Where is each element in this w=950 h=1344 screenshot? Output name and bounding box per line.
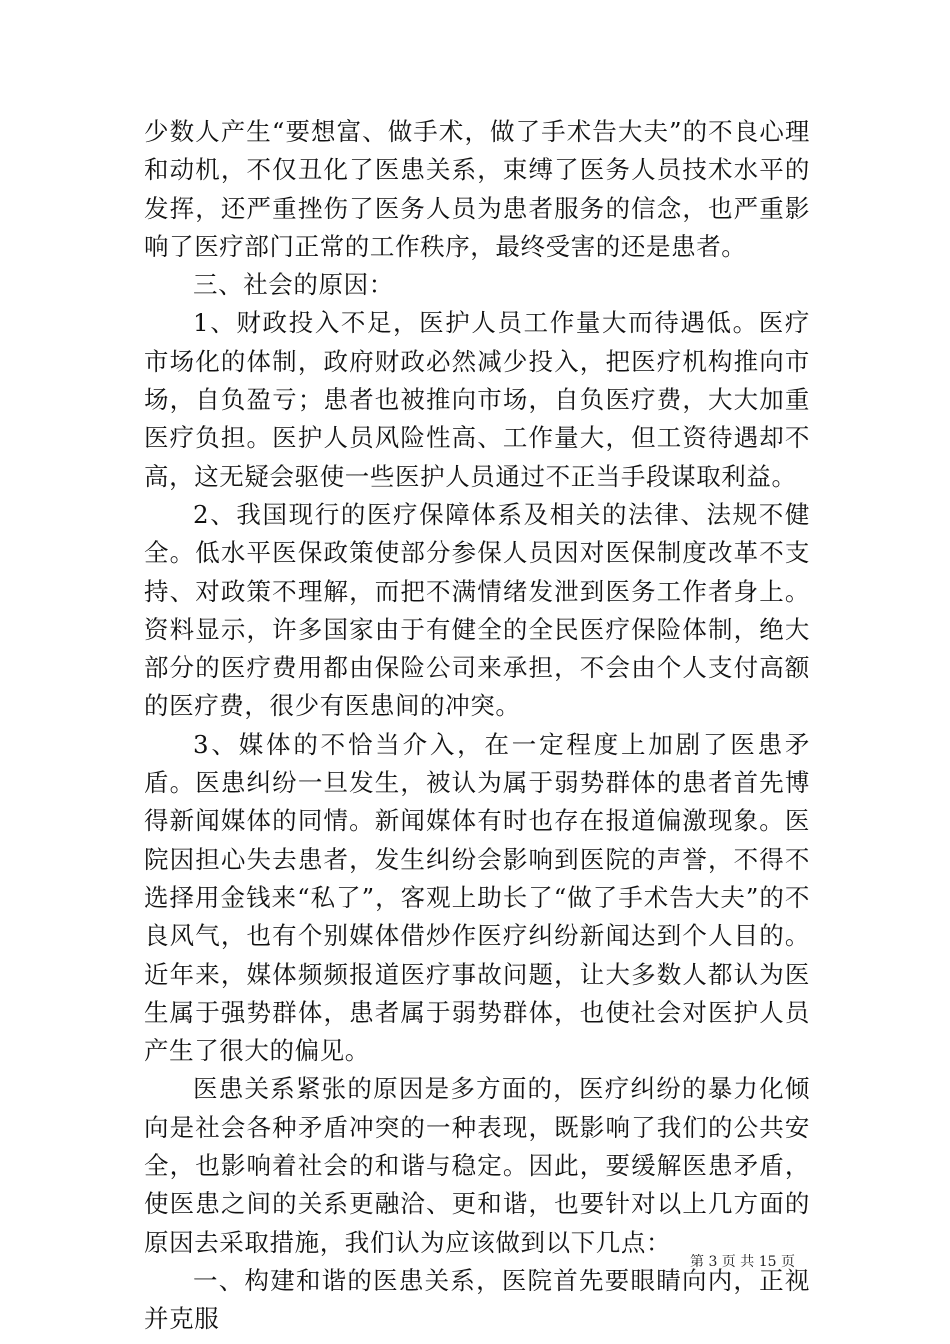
paragraph-point-3: 3、媒体的不恰当介入，在一定程度上加剧了医患矛盾。医患纠纷一旦发生，被认为属于弱势群体的患者首先博得新闻媒体的同情。新闻媒体有时也存在报道偏激现象。医院因担心失去患者，发生纠纷会影响到医院的声誉，不得不选择用金钱来“私了”，客观上助长了“做了手术告大夫”的不良风气，也有个别媒体借炒作医疗纠纷新闻达到个人目的。近年来，媒体频频报道医疗事故问题，让大多数人都认为医生属于强势群体，患者属于弱势群体，也使社会对医护人员产生了很大的偏见。 <box>144 729 810 1066</box>
paragraph-point-2: 2、我国现行的医疗保障体系及相关的法律、法规不健全。低水平医保政策使部分参保人员因对医保制度改革不支持、对政策不理解，而把不满情绪发泄到医务工作者身上。资料显示，许多国家由于有健全的全民医疗保险体制，绝大部分的医疗费用都由保险公司来承担，不会由个人支付高额的医疗费，很少有医患间的冲突。 <box>144 499 810 721</box>
page-number: 第 3 页 共 15 页 <box>690 1254 795 1270</box>
document-body <box>144 113 810 1339</box>
paragraph-point-1: 1、财政投入不足，医护人员工作量大而待遇低。医疗市场化的体制，政府财政必然减少投入，把医疗机构推向市场，自负盈亏；患者也被推向市场，自负医疗费，大大加重医疗负担。医护人员风险性高、工作量大，但工资待遇却不高，这无疑会驱使一些医护人员通过不正当手段谋取利益。 <box>144 308 810 491</box>
paragraph-measure-1: 一、构建和谐的医患关系，医院首先要眼睛向内，正视并克服 <box>144 1265 810 1334</box>
paragraph-summary: 医患关系紧张的原因是多方面的，医疗纠纷的暴力化倾向是社会各种矛盾冲突的一种表现，既影响了我们的公共安全，也影响着社会的和谐与稳定。因此，要缓解医患矛盾，使医患之间的关系更融洽、更和谐，也要针对以上几方面的原因去采取措施，我们认为应该做到以下几点： <box>144 1074 810 1257</box>
section-heading-social-causes: 三、社会的原因： <box>193 270 394 300</box>
paragraph-continuation: 少数人产生“要想富、做手术，做了手术告大夫”的不良心理和动机，不仅丑化了医患关系，束缚了医务人员技术水平的发挥，还严重挫伤了医务人员为患者服务的信念，也严重影响了医疗部门正常的工作秩序，最终受害的还是患者。 <box>144 117 810 261</box>
